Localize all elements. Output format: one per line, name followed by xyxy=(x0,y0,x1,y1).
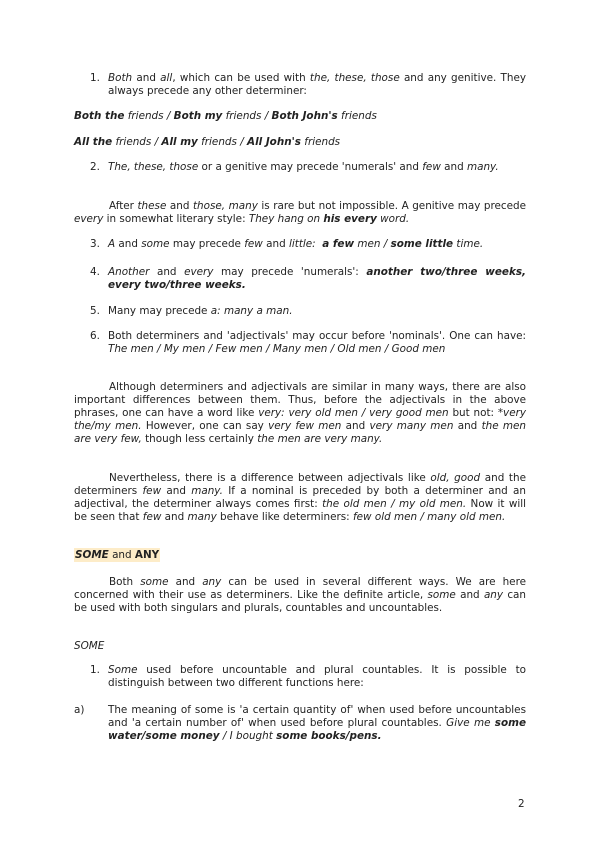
paragraph-although: Although determiners and adjectivals are similar in many ways, there are also important differences between them. Thus, before the adjectivals in the above phrases, one can have a word like very: very old men / very good men but not: *very the/my men. However, one can say very few men and very many men and the men are very few, though less certainly the men are very many. xyxy=(74,381,527,445)
item-number: 1. xyxy=(90,664,100,676)
item-text: A and some may precede few and little: a few men / some little time. xyxy=(108,238,484,250)
item-number: 6. xyxy=(90,330,100,342)
paragraph-both-some-any: Both some and any can be used in several different ways. We are here concerned with their use as determiners. Like the definite article, some and any can be used with both singulars and plurals, countables and uncountables. xyxy=(74,576,527,614)
example-both: Both the friends / Both my friends / Both John's friends xyxy=(74,110,377,122)
item-text: The meaning of some is 'a certain quantity of' when used before uncountables and 'a certain number of' when used before plural countables. Give me some water/some money / I bought some books/pens. xyxy=(108,704,526,742)
item-text: Both determiners and 'adjectivals' may occur before 'nominals'. One can have: The men / My men / Few men / Many men / Old men / Good men xyxy=(108,330,526,355)
list-item-both-all xyxy=(90,72,526,98)
page-number: 2 xyxy=(518,798,525,810)
item-text: Another and every may precede 'numerals': another two/three weeks, every two/three weeks. xyxy=(108,266,526,291)
item-number: 2. xyxy=(90,161,100,173)
paragraph-after-these: After these and those, many is rare but not impossible. A genitive may precede every in somewhat literary style: They hang on his every word. xyxy=(74,200,527,225)
item-number: 5. xyxy=(90,305,100,317)
list-item-determiners-adjectivals xyxy=(90,330,526,356)
heading-some-and-any: SOME and ANY xyxy=(75,549,160,561)
list-item-a-meaning xyxy=(74,704,526,743)
paragraph-nevertheless: Nevertheless, there is a difference between adjectivals like old, good and the determiners few and many. If a nominal is preceded by both a determiner and an adjectival, the determiner always comes first: the old men / my old men. Now it will be seen that few and many behave like determiners: few old men / many old men. xyxy=(74,472,527,523)
item-text: Some used before uncountable and plural countables. It is possible to distinguish between two different functions here: xyxy=(108,664,526,689)
list-item-many-a xyxy=(90,305,526,318)
item-text: Both and all, which can be used with the, these, those and any genitive. They always precede any other determiner: xyxy=(108,72,527,97)
heading-some: SOME xyxy=(74,640,105,652)
list-item-the-these-those xyxy=(90,161,526,174)
item-text: Many may precede a: many a man. xyxy=(108,305,293,317)
list-item-another-every xyxy=(90,266,526,292)
list-item-some-uncountable xyxy=(90,664,526,690)
item-number: 4. xyxy=(90,266,100,278)
item-text: The, these, those or a genitive may precede 'numerals' and few and many. xyxy=(108,161,499,173)
item-letter: a) xyxy=(74,704,85,716)
item-number: 1. xyxy=(90,72,100,84)
list-item-a-some xyxy=(90,238,526,251)
example-all: All the friends / All my friends / All John's friends xyxy=(74,136,341,148)
item-number: 3. xyxy=(90,238,100,250)
